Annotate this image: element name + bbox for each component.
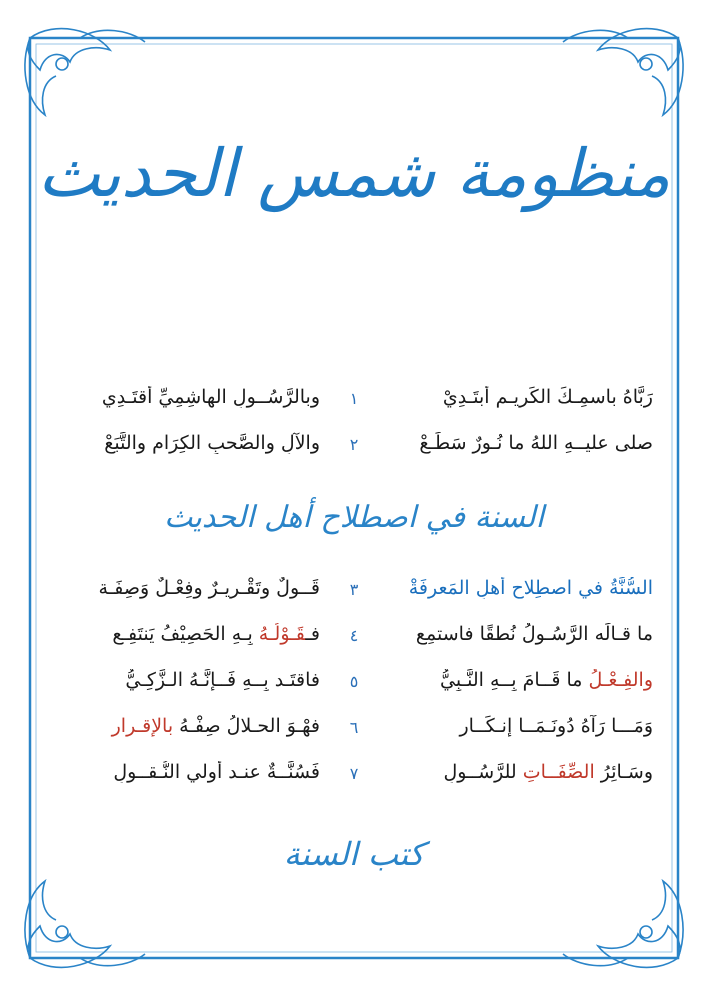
highlight-term: قَـوْلُـهُ (258, 623, 306, 645)
verse-ajz: قَــولٌ وتَقْـريـرٌ وفِعْـلٌ وَصِفَـة (98, 577, 320, 599)
page-title: منظومة شمس الحديث (37, 135, 671, 212)
verse-sadr: والفِـعْـلُ ما قَــامَ بِــهِ النَّـبِيُّ (440, 669, 653, 691)
highlight-term: بالإقـرارِ (111, 715, 174, 737)
footer-heading: كتب السنة (283, 835, 425, 873)
verse-number: ٣ (349, 580, 359, 599)
verse-number: ٧ (349, 764, 359, 783)
verse-sadr: رَبَّاهُ باسمِـكَ الكَريـمِ أبتَـدِيْ (442, 386, 653, 408)
verse-sadr: ما قـالَه الرَّسُـولُ نُطقًا فاستمِع (415, 623, 653, 645)
verse-sadr (388, 577, 653, 599)
corner-ornament-bottom-left-icon (25, 881, 145, 967)
verse-number: ١ (349, 389, 359, 408)
verse-ajz: فهْـوَ الحـلالُ صِفْـهُ بالإقـرارِ (111, 715, 320, 737)
verse-sadr: وَمَـــا رَآهُ دُونَـمَــا إنـكَــارِ (459, 715, 653, 737)
section-verses (55, 553, 653, 783)
corner-ornament-bottom-right-icon (563, 881, 683, 967)
verse-sadr: صلى عليــهِ اللهُ ما نُـورٌ سَطَـعْ (419, 432, 653, 454)
intro-verses (55, 362, 653, 454)
verse-row (55, 599, 653, 645)
highlight-term: السُّنَّةُ في اصطِلاحِ أهلِ المَعرفَةْ (408, 577, 653, 599)
highlight-term: والفِـعْـلُ (588, 669, 653, 691)
verse-ajz: فاقتَـد بِــهِ فَــإنَّـهُ الـزَّكِـيُّ (125, 669, 320, 691)
verse-number: ٦ (349, 718, 359, 737)
verse-number: ٤ (349, 626, 359, 645)
verse-row (55, 362, 653, 408)
verse-ajz: فـقَـوْلُـهُ بِـهِ الحَصِيْفُ يَنتَفِـع (112, 623, 320, 645)
verse-ajz: وبالرَّسُــولِ الهاشِمِيِّ أقتَـدِي (101, 386, 320, 408)
verse-row (55, 737, 653, 783)
corner-ornament-top-left-icon (25, 29, 145, 115)
verse-sadr: وسَـائِرُ الصِّفَــاتِ للرَّسُــولِ (443, 761, 653, 783)
verse-row (55, 691, 653, 737)
verse-row (55, 645, 653, 691)
verse-number: ٥ (349, 672, 359, 691)
verse-ajz: فَسُنَّــةٌ عنـد أولي النُّـقــولِ (113, 761, 320, 783)
section-heading: السنة في اصطلاح أهل الحديث (164, 500, 544, 535)
verse-row (55, 553, 653, 599)
verse-ajz: والآلِ والصَّحبِ الكِرَامِ والتَّبَعْ (104, 432, 320, 454)
corner-ornament-top-right-icon (563, 29, 683, 115)
verse-number: ٢ (349, 435, 359, 454)
highlight-term: الصِّفَــاتِ (522, 761, 595, 783)
verse-row (55, 408, 653, 454)
